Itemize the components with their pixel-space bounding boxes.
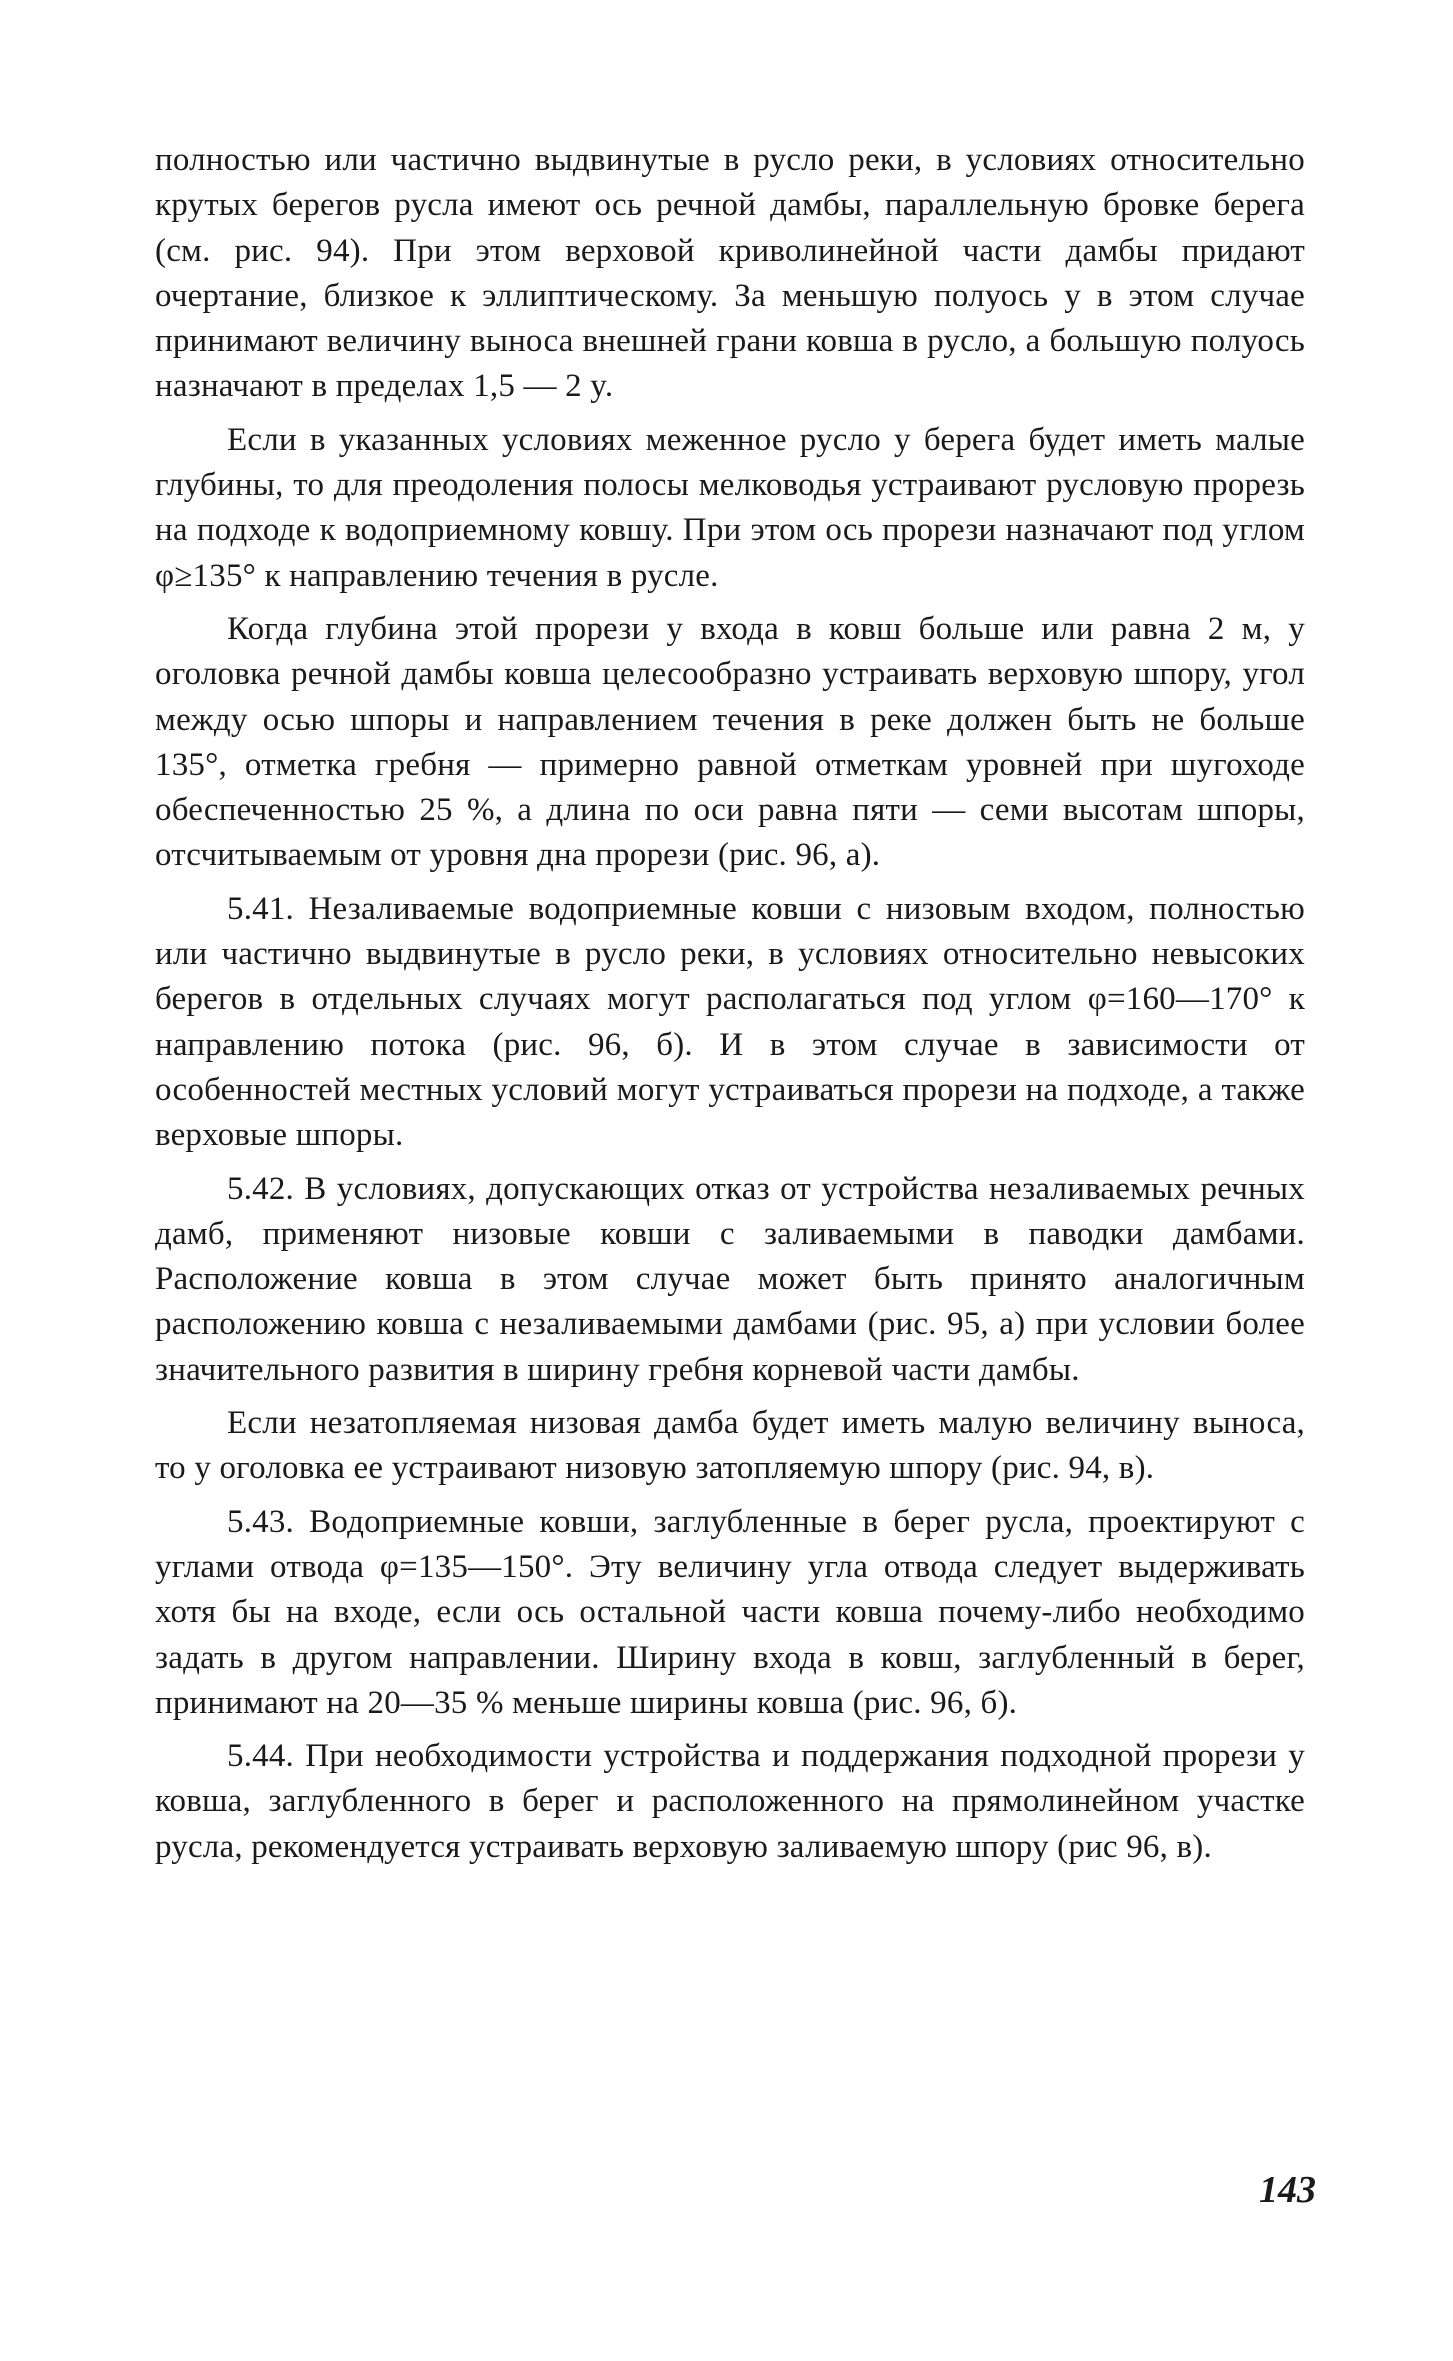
page-number: 143 (1259, 2169, 1316, 2211)
paragraph-section-5-43: 5.43. Водоприемные ковши, заглубленные в берег русла, проектируют с углами отвода φ=135—150°. Эту величину угла отвода следует выдерживать хотя бы на входе, если ось остальной части ковша почему-либо необходимо задать в другом направлении. Ширину входа в ковш, заглубленный в берег, принимают на 20—35 % меньше ширины ковша (рис. 96, б). (155, 1503, 1305, 1721)
paragraph-section-5-41: 5.41. Незаливаемые водоприемные ковши с низовым входом, полностью или частично выдвинутые в русло реки, в условиях относительно невысоких берегов в отдельных случаях могут располагаться под углом φ=160—170° к направлению потока (рис. 96, б). И в этом случае в зависимости от особенностей местных условий могут устраиваться прорези на подходе, а также верховые шпоры. (155, 890, 1305, 1154)
body-text (155, 138, 1305, 1870)
paragraph-section-5-44: 5.44. При необходимости устройства и поддержания подходной прорези у ковша, заглубленного в берег и расположенного на прямолинейном участке русла, рекомендуется устраивать верховую заливаемую шпору (рис 96, в). (155, 1738, 1305, 1865)
paragraph: Если в указанных условиях меженное русло у берега будет иметь малые глубины, то для преодоления полосы мелководья устраивают русловую прорезь на подходе к водоприемному ковшу. При этом ось прорези назначают под углом φ≥135° к направлению течения в русле. (155, 421, 1305, 594)
paragraph-section-5-42: 5.42. В условиях, допускающих отказ от устройства незаливаемых речных дамб, применяют низовые ковши с заливаемыми в паводки дамбами. Расположение ковша в этом случае может быть принято аналогичным расположению ковша с незаливаемыми дамбами (рис. 95, а) при условии более значительного развития в ширину гребня корневой части дамбы. (155, 1170, 1305, 1388)
paragraph-continuation: полностью или частично выдвинутые в русло реки, в условиях относительно крутых берегов русла имеют ось речной дамбы, параллельную бровке берега (см. рис. 94). При этом верховой криволинейной части дамбы придают очертание, близкое к эллиптическому. За меньшую полуось y в этом случае принимают величину выноса внешней грани ковша в русло, а большую полуось назначают в пределах 1,5 — 2 y. (155, 142, 1305, 405)
paragraph: Если незатопляемая низовая дамба будет иметь малую величину выноса, то у оголовка ее устраивают низовую затопляемую шпору (рис. 94, в). (155, 1405, 1305, 1487)
paragraph: Когда глубина этой прорези у входа в ковш больше или равна 2 м, у оголовка речной дамбы ковша целесообразно устраивать верховую шпору, угол между осью шпоры и направлением течения в реке должен быть не больше 135°, отметка гребня — примерно равной отметкам уровней при шугоходе обеспеченностью 25 %, а длина по оси равна пяти — семи высотам шпоры, отсчитываемым от уровня дна прорези (рис. 96, а). (155, 610, 1305, 874)
